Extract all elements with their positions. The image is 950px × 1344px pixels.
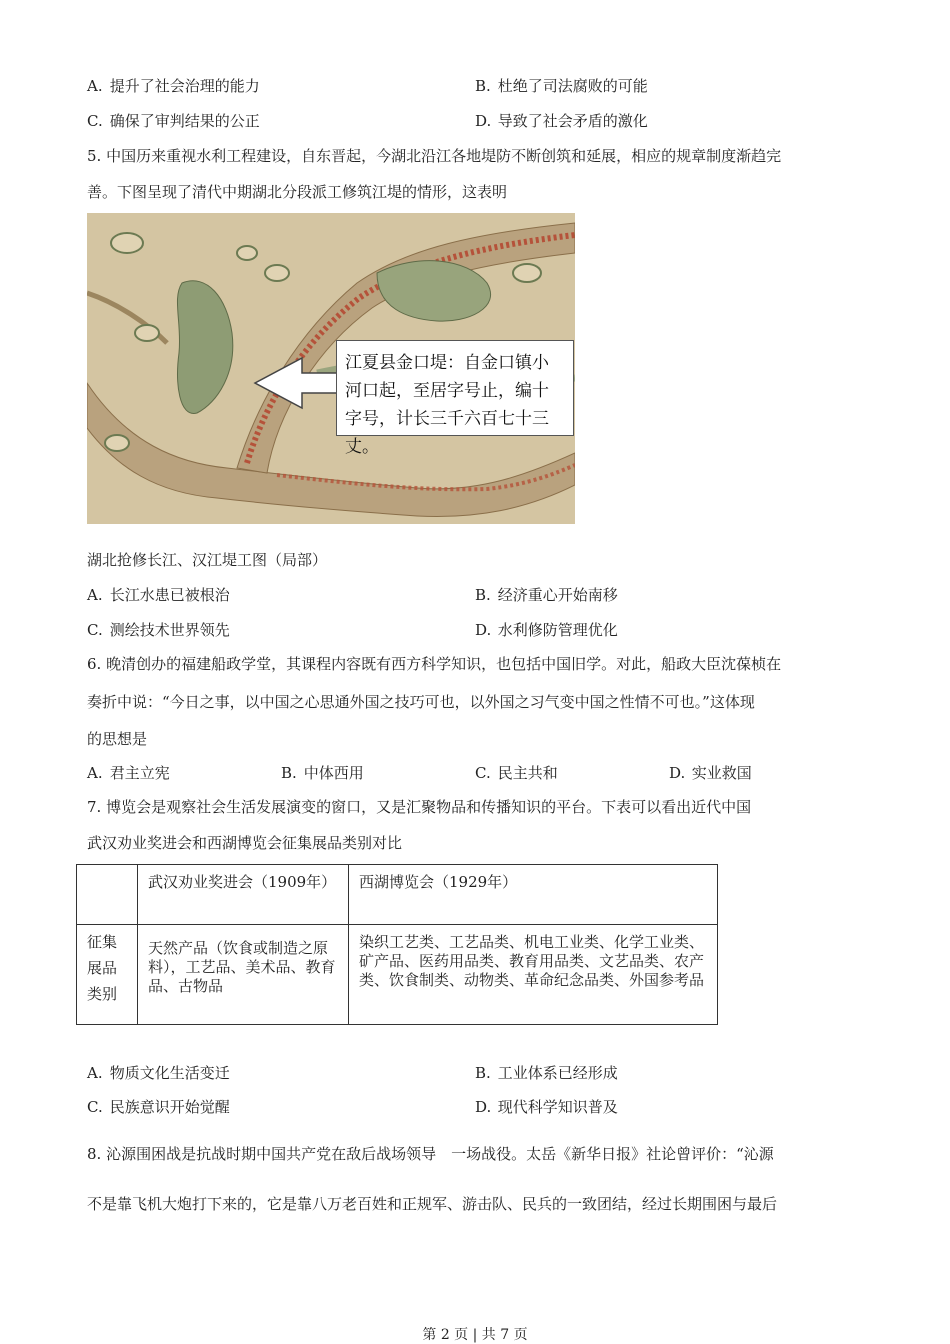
q7-option-c: C. 民族意识开始觉醒: [87, 1098, 230, 1116]
q5-stem-line2: 善。下图呈现了清代中期湖北分段派工修筑江堤的情形，这表明: [87, 183, 508, 201]
q6-option-d: D. 实业救国: [669, 764, 752, 782]
table-cell-xihu: 染织工艺类、工艺品类、机电工业类、化学工业类、矿产品、医药用品类、教育用品类、文艺品类、农产类、饮食制类、动物类、革命纪念品类、外国参考品: [349, 925, 718, 1025]
q5-option-b: B. 经济重心开始南移: [475, 586, 618, 604]
table-row-label: 征集展品类别: [77, 925, 138, 1025]
q5-option-c: C. 测绘技术世界领先: [87, 621, 230, 639]
q6-stem-line3: 的思想是: [87, 730, 148, 748]
q7-stem-line1: 7. 博览会是观察社会生活发展演变的窗口，又是汇聚物品和传播知识的平台。下表可以看出近代中国: [87, 798, 752, 816]
table-header-row: [77, 865, 718, 925]
q7-option-a: A. 物质文化生活变迁: [87, 1064, 230, 1082]
exhibit-comparison-table: [76, 864, 718, 1025]
table-header-empty: [77, 865, 138, 925]
table-cell-wuhan: 天然产品（饮食或制造之原料），工艺品、美术品、教育品、古物品: [138, 925, 349, 1025]
page-footer: 第 2 页 | 共 7 页: [422, 1327, 528, 1343]
q8-stem-line2: 不是靠飞机大炮打下来的，它是靠八万老百姓和正规军、游击队、民兵的一致团结，经过长期围困与最后: [87, 1195, 778, 1213]
q6-option-b: B. 中体西用: [281, 764, 364, 782]
q6-stem-line1: 6. 晚清创办的福建船政学堂，其课程内容既有西方科学知识，也包括中国旧学。对此，船政大臣沈葆桢在: [87, 655, 782, 673]
table-header-xihu: 西湖博览会（1929年）: [349, 865, 718, 925]
q4-option-c: C. 确保了审判结果的公正: [87, 112, 260, 130]
map-callout-box: 江夏县金口堤：自金口镇小河口起，至居字号止，编十字号，计长三千六百七十三丈。: [336, 340, 574, 436]
q4-option-a: A. 提升了社会治理的能力: [87, 77, 260, 95]
q4-option-b: B. 杜绝了司法腐败的可能: [475, 77, 648, 95]
q4-option-d: D. 导致了社会矛盾的激化: [475, 112, 648, 130]
q5-option-a: A. 长江水患已被根治: [87, 586, 230, 604]
q6-option-a: A. 君主立宪: [87, 764, 170, 782]
q5-option-d: D. 水利修防管理优化: [475, 621, 618, 639]
q6-option-c: C. 民主共和: [475, 764, 558, 782]
q7-option-b: B. 工业体系已经形成: [475, 1064, 618, 1082]
map-caption: 湖北抢修长江、汉江堤工图（局部）: [87, 551, 328, 569]
table-header-wuhan: 武汉劝业奖进会（1909年）: [138, 865, 349, 925]
table-row: [77, 925, 718, 1025]
q8-stem-line1: 8. 沁源围困战是抗战时期中国共产党在敌后战场领导 一场战役。太岳《新华日报》社论曾评价：“沁源: [87, 1145, 774, 1163]
q5-stem-line1: 5. 中国历来重视水利工程建设，自东晋起，今湖北沿江各地堤防不断创筑和延展，相应的规章制度渐趋完: [87, 147, 782, 165]
table-title: 武汉劝业奖进会和西湖博览会征集展品类别对比: [87, 834, 403, 852]
q6-stem-line2: 奏折中说：“今日之事，以中国之心思通外国之技巧可也，以外国之习气变中国之性情不可也。”这体现: [87, 693, 755, 711]
q7-option-d: D. 现代科学知识普及: [475, 1098, 618, 1116]
